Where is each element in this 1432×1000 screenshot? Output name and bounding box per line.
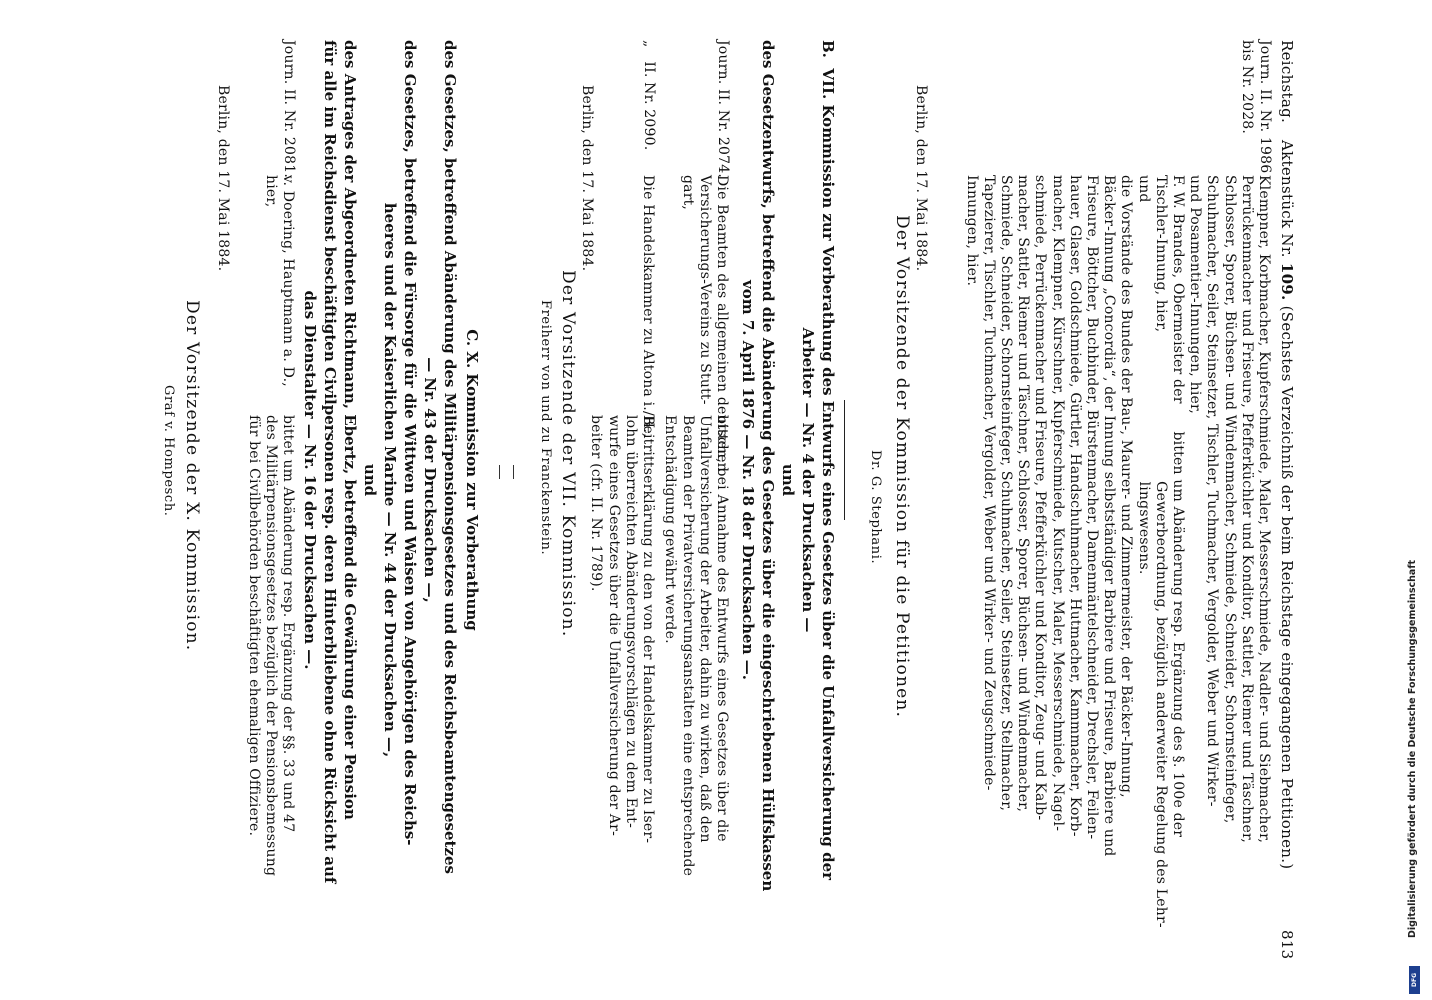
- document-number: 109.: [1278, 262, 1296, 301]
- section-c-heading-lines: des Gesetzes, betreffend Abänderung des Militärpensionsgesetzes und des Reichsbeamtengesetzes — Nr. 43 der Drucksachen —, des Gesetzes, betreffend die Fürsorge für die Wittwen und Waisen von Angehörigen des Reichs- heeres und der Kaiserlichen Marine — Nr. 44 der Drucksachen —, und des Antrages der Abgeordneten Richtmann, Ebertz, betreffend die Gewährung einer Pension für alle im Reichsdienst beschäftigten Civilpersonen resp. deren Hinterbliebene ohne Rücksicht auf das Dienstalter — Nr. 16 der Drucksachen —.: [301, 40, 459, 884]
- side-strip: [1422, 0, 1432, 1000]
- section-heading-b: B. VII. Kommission zur Vorberathung des Entwurfs eines Gesetzes über die Unfallversicherung der Arbeiter — Nr. 4 der Drucksachen — und des Gesetzentwurfs, betreffend die Abänderung des Gesetzes über die eingeschriebenen Hülfskassen vom 7. April 1876 — Nr. 18 der Drucksachen —.: [739, 40, 837, 892]
- divider: [499, 465, 500, 479]
- divider: [513, 465, 514, 479]
- signature-name: Graf v. Hompesch.: [161, 385, 176, 517]
- section-letter: B.: [819, 40, 837, 58]
- signature-name: Freiherr von und zu Franckenstein.: [538, 300, 553, 556]
- journal-ref: bis Nr. 2028.: [1239, 40, 1255, 135]
- signature-name: Dr. G. Stephani.: [868, 450, 883, 565]
- date-line: Berlin, den 17. Mai 1884.: [913, 85, 929, 272]
- dfg-logo: DFG: [1409, 966, 1420, 994]
- date-line: Berlin, den 17. Mai 1884.: [215, 85, 231, 272]
- journal-ref: Journ. II. Nr. 2081.: [281, 40, 297, 179]
- running-header-title: Aktenstück Nr. 109. (Sechstes Verzeichniß der beim Reichstage eingegangenen Petitionen.): [1278, 140, 1296, 870]
- petitioner: v. Doering, Hauptmann a. D., hier,: [262, 175, 296, 387]
- running-header-left: Reichstag.: [1278, 40, 1296, 124]
- funding-notice: Digitalisierung gefördert durch die Deutsche Forschungsgemeinschaft: [1407, 560, 1418, 938]
- section-heading-c: C. X. Kommission zur Vorberathung: [463, 329, 481, 631]
- petitioner: Die Handelskammer zu Altona i./H.,: [640, 175, 656, 438]
- signature-title: Der Vorsitzende der Kommission für die Petitionen.: [892, 215, 912, 719]
- date-line: Berlin, den 17. Mai 1884.: [579, 85, 595, 272]
- journal-ref: Journ. II. Nr. 2074.: [715, 40, 731, 179]
- divider: [844, 400, 845, 520]
- signature-title: Der Vorsitzende der VII. Kommission.: [558, 270, 578, 638]
- petition-request: bittet um Abänderung resp. Ergänzung der §§. 33 und 47 des Militärpensionsgesetzes bezüglich der Pensionsbemessung für bei Civilbehörden beschäftigten ehemaligen Offiziere.: [245, 415, 296, 877]
- journal-ref: Journ. II. Nr. 1986: [1257, 40, 1273, 174]
- petitioner-list: Klempner, Korbmacher, Kupferschmiede, Maler, Messerschmiede, Nadler- und Siebmacher, Perrückenmacher und Friseure, Pfefferküchler und Konditor, Sattler, Riemer und Täschner, Schlosser, Sporer, Büchsen- und Windenmacher, Schmiede, Schneider, Schornsteinfeger, Schuhmacher, Seiler, Steinsetzer, Tischler, Tuchmacher, Vergolder, Weber und Wirker- und Posamentier-Innungen, hier, F. W. Brandes, Obermeister der bitten um Abänderung resp. Ergänzung des §. 100e der Tischler-Innung, hier, Gewerbeordnung, bezüglich anderweiter Regelung des Lehr- und lingswesens. die Vorstände des Bundes der Bau-, Maurer- und Zimmermeister, der Bäcker-Innung, Bäcker-Innung „Concordia“, der Innung selbstständiger Barbiere und Friseure, Barbiere und Friseure, Böttcher, Buchbinder, Bürstenmacher, Damenmäntelschneider, Drechsler, Feilen- hauer, Glaser, Goldschmiede, Gürtler, Handschuhmacher, Hutmacher, Kammmacher, Korb- macher, Klempner, Kürschner, Kupferschmiede, Kutscher, Maler, Messerschmiede, Nagel- schmiede, Perrückenmacher und Friseure, Pfefferküchler und Konditor, Zeug- und Kalb- macher, Sattler, Riemer und Täschner, Schlosser, Sporer, Büchsen- und Windenmacher, Schmiede, Schneider, Schornsteinfeger, Schuhmacher, Seiler, Steinsetzer, Stellmacher, Tapezierer, Tischler, Tuchmacher, Vergolder, Weber und Wirker- und Zeugschmiede- Innungen, hier.: [963, 175, 1272, 928]
- petition-request: bitten, bei Annahme des Entwurfs eines Gesetzes über die Unfallversicherung der Arbeiter, dahin zu wirken, daß den Beamten der Privatversicherungsanstalten eine entsprechende Entschädigung gewährt werde.: [662, 415, 730, 877]
- signature-title: Der Vorsitzende der X. Kommission.: [182, 300, 202, 652]
- petition-request: Beitrittserklärung zu den von der Handelskammer zu Iser- lohn überreichten Abänderungsvorschlägen zu dem Ent- wurfe eines Gesetzes über die Unfallversicherung der Ar- beiter (cfr. II. Nr. 1789).: [588, 415, 656, 844]
- petitioner: Die Beamten des allgemeinen deutschen Versicherungs-Vereins zu Stutt- gart,: [679, 175, 730, 472]
- journal-ref: „ II. Nr. 2090.: [641, 40, 657, 151]
- page-number: 813: [1278, 930, 1296, 960]
